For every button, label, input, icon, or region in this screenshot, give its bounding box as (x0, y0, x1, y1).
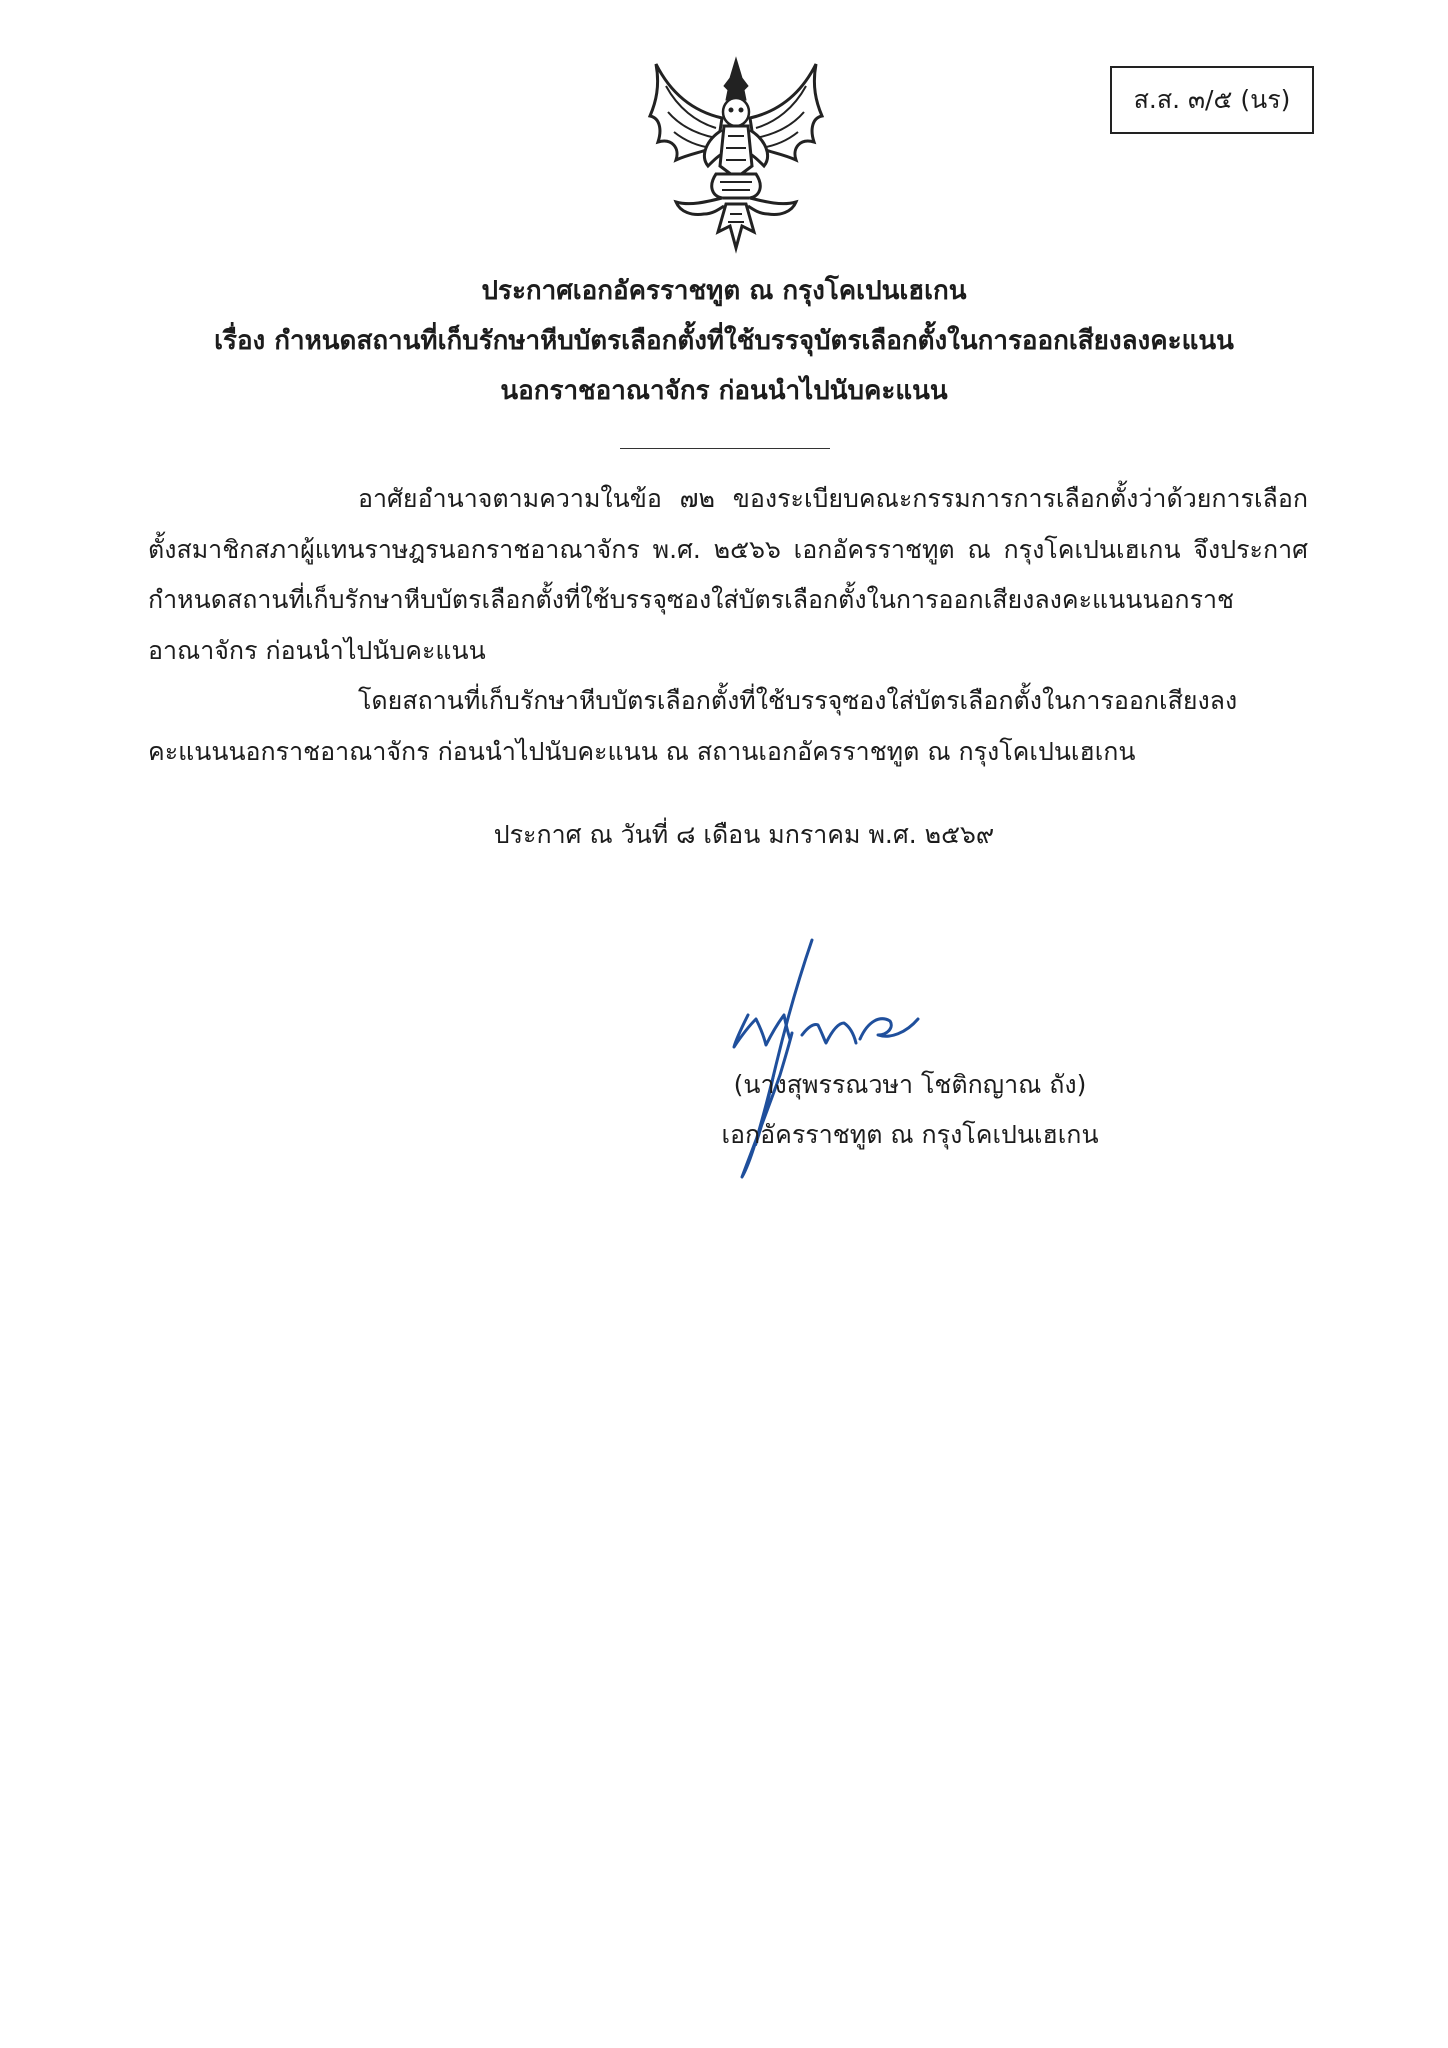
signer-block (700, 1060, 1120, 1160)
announcement-body (148, 474, 1308, 777)
title-line-3: นอกราชอาณาจักร ก่อนนำไปนับคะแนน (500, 376, 948, 406)
title-line-2: เรื่อง กำหนดสถานที่เก็บรักษาหีบบัตรเลือกตั้งที่ใช้บรรจุบัตรเลือกตั้งในการออกเสียงลงคะแนน (214, 326, 1234, 356)
announcement-title (0, 266, 1448, 416)
signer-position: เอกอัครราชทูต ณ กรุงโคเปนเฮเกน (721, 1120, 1099, 1149)
form-code-box (1110, 66, 1314, 134)
signer-name: (นางสุพรรณวษา โชติกญาณ ถัง) (733, 1070, 1087, 1099)
paragraph-1: อาศัยอำนาจตามความในข้อ ๗๒ ของระเบียบคณะกรรมการการเลือกตั้งว่าด้วยการเลือกตั้งสมาชิกสภาผู้แทนราษฎรนอกราชอาณาจักร พ.ศ. ๒๕๖๖ เอกอัครราชทูต ณ กรุงโคเปนเฮเกน จึงประกาศกำหนดสถานที่เก็บรักษาหีบบัตรเลือกตั้งที่ใช้บรรจุซองใส่บัตรเลือกตั้งในการออกเสียงลงคะแนนนอกราชอาณาจักร ก่อนนำไปนับคะแนน (148, 484, 1308, 665)
garuda-emblem-icon (646, 56, 826, 256)
form-code-label: ส.ส. ๓/๕ (นร) (1133, 85, 1291, 114)
paragraph-2: โดยสถานที่เก็บรักษาหีบบัตรเลือกตั้งที่ใช้บรรจุซองใส่บัตรเลือกตั้งในการออกเสียงลงคะแนนนอกราชอาณาจักร ก่อนนำไปนับคะแนน ณ สถานเอกอัครราชทูต ณ กรุงโคเปนเฮเกน (148, 686, 1238, 766)
title-line-1: ประกาศเอกอัครราชทูต ณ กรุงโคเปนเฮเกน (481, 276, 967, 306)
title-divider (620, 448, 830, 449)
announcement-date: ประกาศ ณ วันที่ ๘ เดือน มกราคม พ.ศ. ๒๕๖๙ (493, 820, 995, 849)
